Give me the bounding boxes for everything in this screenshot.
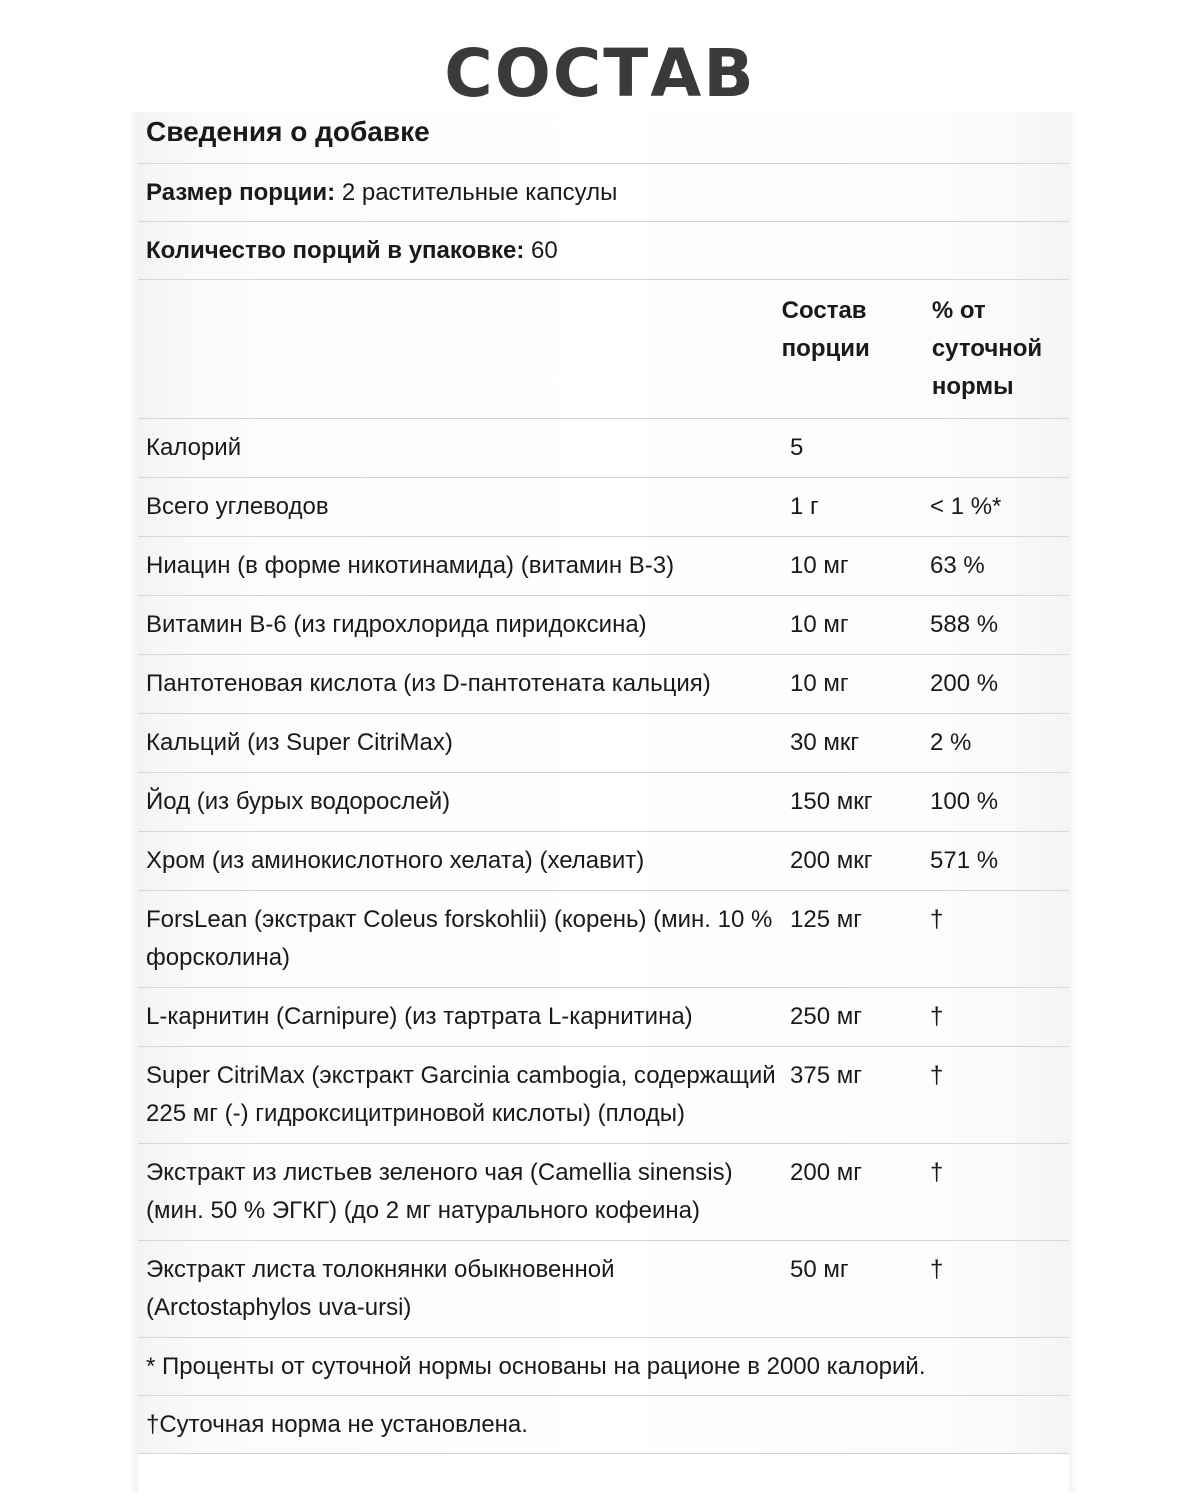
footnote-daily-value: * Проценты от суточной нормы основаны на рационе в 2000 калорий. bbox=[146, 1353, 926, 1380]
nutrient-daily-value: † bbox=[930, 1159, 944, 1186]
table-row bbox=[138, 714, 1069, 773]
nutrient-amount: 10 мг bbox=[790, 670, 849, 697]
nutrient-amount: 30 мкг bbox=[790, 729, 860, 756]
nutrient-daily-value: 200 % bbox=[930, 670, 999, 697]
serving-size-value: 2 растительные капсулы bbox=[335, 179, 618, 206]
nutrient-amount: 5 bbox=[790, 434, 804, 461]
table-row bbox=[138, 832, 1069, 891]
nutrient-daily-value: 63 % bbox=[930, 552, 985, 579]
nutrient-name: Экстракт из листьев зеленого чая (Camellia sinensis) (мин. 50 % ЭГКГ) (до 2 мг натурального кофеина) bbox=[146, 1159, 733, 1224]
nutrient-amount: 200 мкг bbox=[790, 847, 873, 874]
nutrient-name: Ниацин (в форме никотинамида) (витамин B-3) bbox=[146, 552, 675, 579]
servings-per-container-row bbox=[138, 222, 1069, 280]
nutrient-amount: 250 мг bbox=[790, 1003, 862, 1030]
serving-size-label: Размер порции: bbox=[146, 179, 336, 206]
nutrient-amount: 125 мг bbox=[790, 906, 862, 933]
nutrient-name: Кальций (из Super CitriMax) bbox=[146, 729, 453, 756]
table-row bbox=[138, 1144, 1069, 1241]
table-row bbox=[138, 1047, 1069, 1144]
table-row bbox=[138, 1241, 1069, 1338]
nutrient-amount: 375 мг bbox=[790, 1062, 862, 1089]
table-row bbox=[138, 891, 1069, 988]
panel-shadow-right bbox=[1069, 112, 1077, 1492]
table-row bbox=[138, 478, 1069, 537]
table-row bbox=[138, 988, 1069, 1047]
table-row bbox=[138, 655, 1069, 714]
column-header-amount: Состав порции bbox=[781, 297, 870, 362]
table-row bbox=[138, 419, 1069, 478]
table-row bbox=[138, 596, 1069, 655]
servings-value: 60 bbox=[524, 237, 558, 264]
servings-label: Количество порций в упаковке: bbox=[146, 237, 525, 264]
page-title: СОСТАВ bbox=[444, 35, 756, 112]
nutrient-daily-value: 571 % bbox=[930, 847, 999, 874]
nutrient-amount: 50 мг bbox=[790, 1256, 849, 1283]
nutrient-rows bbox=[138, 419, 1069, 1338]
nutrient-daily-value: † bbox=[930, 1256, 944, 1283]
table-row bbox=[138, 773, 1069, 832]
nutrient-name: ForsLean (экстракт Coleus forskohlii) (корень) (мин. 10 % форсколина) bbox=[146, 906, 773, 971]
serving-size-row bbox=[138, 164, 1069, 222]
nutrient-amount: 10 мг bbox=[790, 611, 849, 638]
nutrient-name: Витамин B-6 (из гидрохлорида пиридоксина) bbox=[146, 611, 647, 638]
panel-shadow-left bbox=[130, 112, 138, 1492]
nutrient-name: Экстракт листа толокнянки обыкновенной (Arctostaphylos uva-ursi) bbox=[146, 1256, 615, 1321]
column-header-dv: % от суточной нормы bbox=[931, 297, 1043, 400]
footnote-not-established: †Суточная норма не установлена. bbox=[146, 1411, 528, 1438]
table-header bbox=[138, 112, 1069, 164]
nutrient-name: Калорий bbox=[146, 434, 242, 461]
nutrient-name: Хром (из аминокислотного хелата) (хелавит) bbox=[146, 847, 645, 874]
table-header-title: Сведения о добавке bbox=[146, 116, 430, 147]
nutrient-daily-value: † bbox=[930, 906, 944, 933]
nutrient-name: Всего углеводов bbox=[146, 493, 329, 520]
nutrient-daily-value: † bbox=[930, 1062, 944, 1089]
nutrient-daily-value: 588 % bbox=[930, 611, 999, 638]
nutrient-name: Пантотеновая кислота (из D-пантотената кальция) bbox=[146, 670, 711, 697]
nutrient-name: L-карнитин (Carnipure) (из тартрата L-карнитина) bbox=[146, 1003, 693, 1030]
nutrient-daily-value bbox=[930, 429, 1069, 467]
nutrient-daily-value: 100 % bbox=[930, 788, 999, 815]
nutrient-amount: 10 мг bbox=[790, 552, 849, 579]
footnote-row bbox=[138, 1338, 1069, 1396]
nutrient-name: Super CitriMax (экстракт Garcinia cambogia, содержащий 225 мг (-) гидроксицитриновой кислоты) (плоды) bbox=[146, 1062, 776, 1127]
nutrient-daily-value: 2 % bbox=[930, 729, 972, 756]
column-header-name bbox=[138, 292, 782, 406]
nutrient-amount: 150 мкг bbox=[790, 788, 873, 815]
nutrient-amount: 200 мг bbox=[790, 1159, 862, 1186]
column-header-row bbox=[138, 280, 1069, 419]
nutrient-daily-value: < 1 %* bbox=[930, 493, 1002, 520]
nutrient-name: Йод (из бурых водорослей) bbox=[146, 788, 451, 815]
footnote-row bbox=[138, 1396, 1069, 1454]
supplement-facts-table bbox=[138, 112, 1069, 1454]
table-row bbox=[138, 537, 1069, 596]
nutrient-amount: 1 г bbox=[790, 493, 819, 520]
nutrient-daily-value: † bbox=[930, 1003, 944, 1030]
